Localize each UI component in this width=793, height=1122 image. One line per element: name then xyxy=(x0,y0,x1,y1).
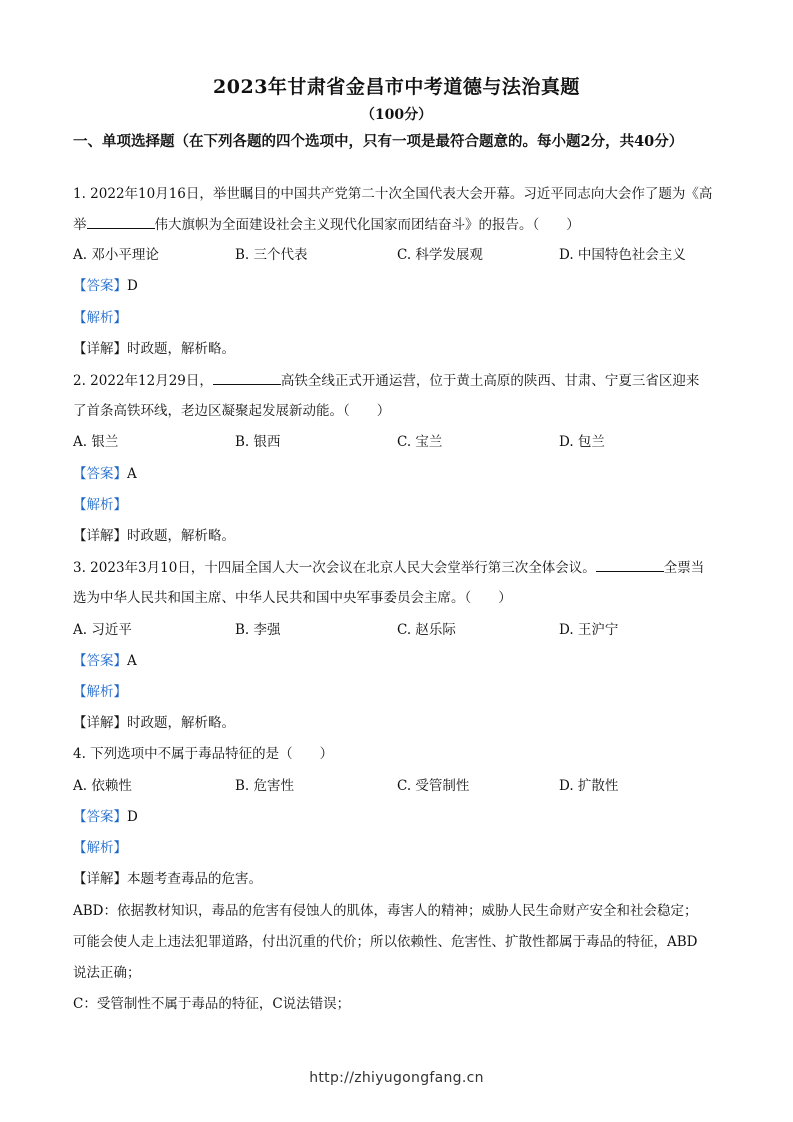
detail-label: 【详解】 xyxy=(73,871,127,887)
question-2-option-a: A. 银兰 xyxy=(73,434,119,450)
question-4-explain-line-3: 说法正确； xyxy=(73,965,141,981)
question-2-analysis xyxy=(73,495,723,515)
question-1-line-2-start: 举 xyxy=(73,217,87,233)
question-1-analysis xyxy=(73,308,723,328)
question-4-option-b: B. 危害性 xyxy=(235,778,295,794)
question-4-analysis xyxy=(73,838,723,858)
detail-text: 时政题，解析略。 xyxy=(127,715,235,731)
question-1-option-b: B. 三个代表 xyxy=(235,247,308,263)
question-2-line-1 xyxy=(73,370,723,391)
question-1-detail xyxy=(73,339,723,359)
question-3-option-d: D. 王沪宁 xyxy=(559,622,619,638)
question-3-analysis xyxy=(73,682,723,702)
question-2-option-b: B. 银西 xyxy=(235,434,281,450)
question-3-detail xyxy=(73,713,723,733)
question-3-line-2: 选为中华人民共和国主席、中华人民共和国中央军事委员会主席。（ ） xyxy=(73,590,512,606)
question-4-line-1: 4. 下列选项中不属于毒品特征的是（ ） xyxy=(73,746,334,762)
fill-blank xyxy=(87,214,155,229)
question-4-option-a: A. 依赖性 xyxy=(73,778,132,794)
analysis-label: 【解析】 xyxy=(73,310,127,326)
question-1-option-a: A. 邓小平理论 xyxy=(73,247,159,263)
question-4-option-c: C. 受管制性 xyxy=(397,778,470,794)
detail-label: 【详解】 xyxy=(73,341,127,357)
question-3-option-a: A. 习近平 xyxy=(73,622,132,638)
answer-label: 【答案】 xyxy=(73,466,127,482)
question-1-line-2-end: 伟大旗帜为全面建设社会主义现代化国家而团结奋斗》的报告。（ ） xyxy=(154,217,580,233)
question-1-option-d: D. 中国特色社会主义 xyxy=(559,247,686,263)
answer-label: 【答案】 xyxy=(73,278,127,294)
footer-url[interactable]: http://zhiyugongfang.cn xyxy=(309,1070,484,1086)
question-4-explain-line-2: 可能会使人走上违法犯罪道路，付出沉重的代价；所以依赖性、危害性、扩散性都属于毒品的特征，ABD xyxy=(73,934,698,950)
question-3-line-1-start: 3. 2023年3月10日，十四届全国人大一次会议在北京人民大会堂举行第三次全体会议。 xyxy=(73,560,596,576)
analysis-label: 【解析】 xyxy=(73,684,127,700)
question-3-option-b: B. 李强 xyxy=(235,622,281,638)
detail-label: 【详解】 xyxy=(73,715,127,731)
question-4-detail xyxy=(73,869,723,889)
fill-blank xyxy=(213,370,281,385)
question-2-option-d: D. 包兰 xyxy=(559,434,605,450)
question-1-line-1: 1. 2022年10月16日，举世瞩目的中国共产党第二十次全国代表大会开幕。习近平同志向大会作了题为《高 xyxy=(73,186,713,202)
question-4-explain-line-4: C：受管制性不属于毒品的特征，C说法错误； xyxy=(73,996,351,1012)
question-2-line-1-end: 高铁全线正式开通运营，位于黄土高原的陕西、甘肃、宁夏三省区迎来 xyxy=(280,373,700,389)
question-4-explain-line-1: ABD：依据教材知识，毒品的危害有侵蚀人的肌体，毒害人的精神；威胁人民生命财产安全和社会稳定； xyxy=(73,903,698,919)
question-1-option-c: C. 科学发展观 xyxy=(397,247,483,263)
page-title: 2023年甘肃省金昌市中考道德与法治真题 xyxy=(213,76,580,98)
question-1-line-2 xyxy=(73,214,723,235)
detail-text: 本题考查毒品的危害。 xyxy=(127,871,262,887)
question-2-line-1-start: 2. 2022年12月29日， xyxy=(73,373,213,389)
answer-value: A xyxy=(127,466,137,482)
question-3-answer xyxy=(73,651,723,671)
question-4-option-d: D. 扩散性 xyxy=(559,778,619,794)
question-3-option-c: C. 赵乐际 xyxy=(397,622,456,638)
question-2-answer xyxy=(73,464,723,484)
answer-label: 【答案】 xyxy=(73,653,127,669)
question-4-answer xyxy=(73,807,723,827)
answer-label: 【答案】 xyxy=(73,809,127,825)
question-1-answer xyxy=(73,276,723,296)
detail-label: 【详解】 xyxy=(73,528,127,544)
section-heading: 一、单项选择题（在下列各题的四个选项中，只有一项是最符合题意的。每小题2分，共40分） xyxy=(73,133,684,150)
analysis-label: 【解析】 xyxy=(73,840,127,856)
page-subtitle: （100分） xyxy=(360,107,433,123)
question-2-option-c: C. 宝兰 xyxy=(397,434,443,450)
question-3-line-1-end: 全票当 xyxy=(663,560,705,576)
fill-blank xyxy=(596,557,664,572)
detail-text: 时政题，解析略。 xyxy=(127,528,235,544)
analysis-label: 【解析】 xyxy=(73,497,127,513)
answer-value: A xyxy=(127,653,137,669)
question-2-detail xyxy=(73,526,723,546)
answer-value: D xyxy=(127,278,138,294)
answer-value: D xyxy=(127,809,138,825)
detail-text: 时政题，解析略。 xyxy=(127,341,235,357)
question-3-line-1 xyxy=(73,557,723,578)
question-2-line-2: 了首条高铁环线，老边区凝聚起发展新动能。（ ） xyxy=(73,403,391,419)
